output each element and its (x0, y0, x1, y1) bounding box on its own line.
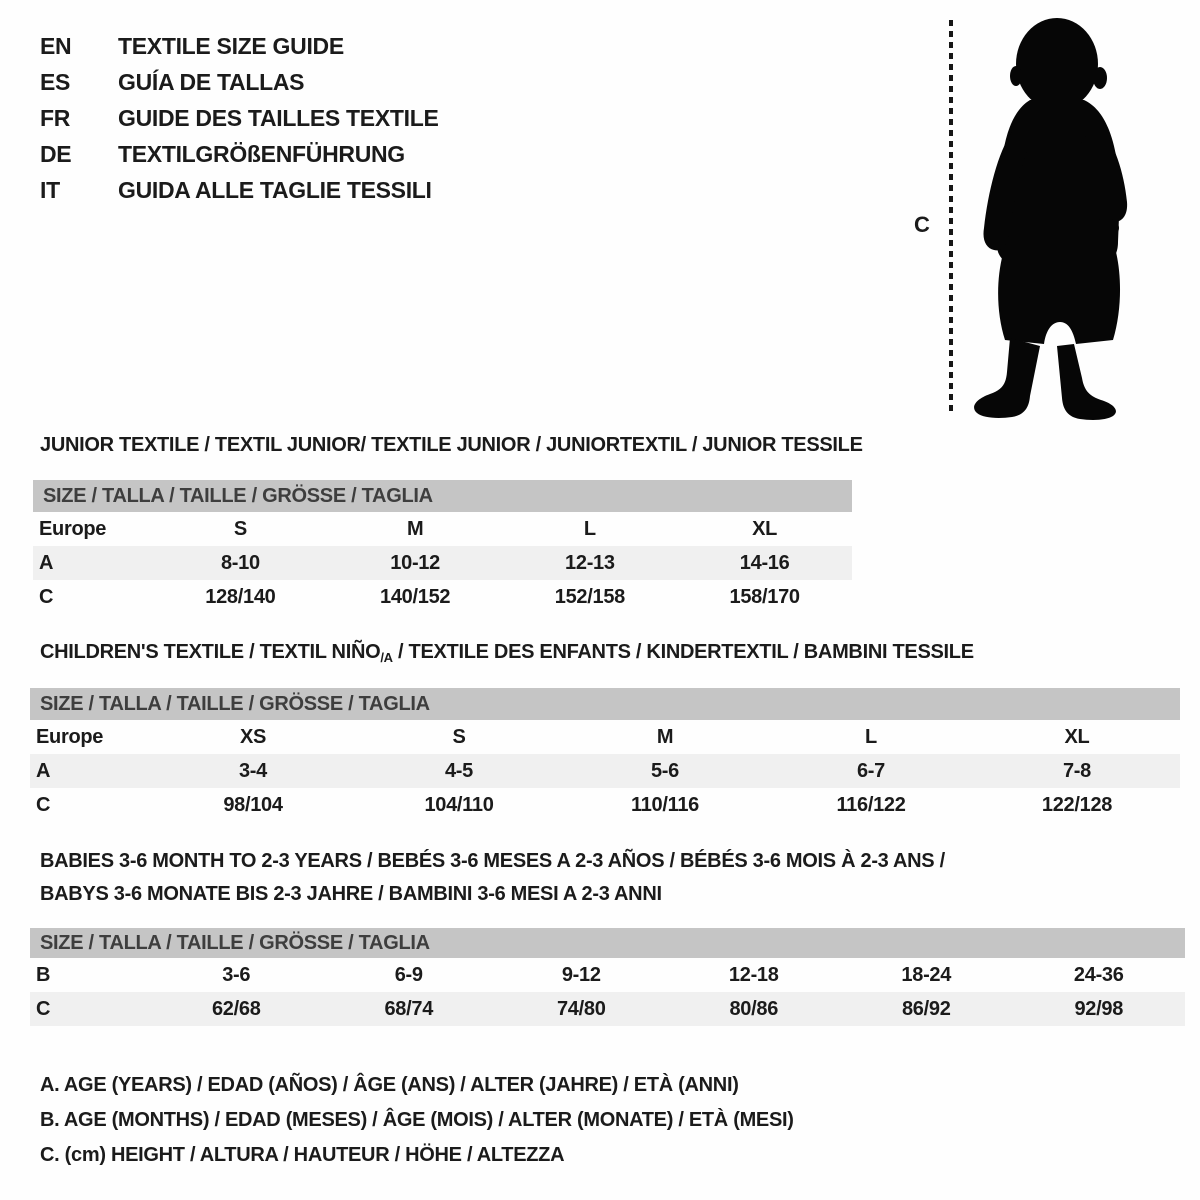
table-cell: 18-24 (901, 963, 952, 986)
table-row (30, 992, 1185, 1026)
row-label: Europe (36, 725, 104, 748)
language-code: DE (40, 140, 72, 167)
measurement-legend (40, 1068, 794, 1173)
table-cell: 3-4 (238, 759, 267, 782)
table-cell: 122/128 (1041, 793, 1113, 816)
language-code: IT (40, 176, 60, 203)
guide-title-es: GUÍA DE TALLAS (118, 68, 305, 95)
table-cell: 98/104 (223, 793, 283, 816)
toddler-silhouette-icon (960, 12, 1150, 422)
legend-height-cm: C. (cm) HEIGHT / ALTURA / HAUTEUR / HÖHE / ALTEZZA (40, 1144, 565, 1166)
table-cell: 9-12 (561, 963, 601, 986)
size-table-header: SIZE / TALLA / TAILLE / GRÖSSE / TAGLIA (30, 928, 1185, 958)
table-row (30, 754, 1180, 788)
table-cell: 14-16 (739, 551, 790, 574)
row-label: C (36, 793, 51, 816)
table-cell: S (452, 725, 466, 748)
guide-title-en: TEXTILE SIZE GUIDE (118, 32, 344, 59)
language-row-it (40, 172, 439, 208)
size-table-header: SIZE / TALLA / TAILLE / GRÖSSE / TAGLIA (30, 688, 1180, 720)
table-cell: 128/140 (205, 585, 276, 608)
table-cell: 86/92 (901, 997, 951, 1020)
children-size-table (30, 688, 1180, 822)
language-row-de (40, 136, 439, 172)
babies-table-body (30, 958, 1185, 1026)
table-cell: 80/86 (729, 997, 779, 1020)
row-label: C (36, 997, 51, 1020)
language-row-en (40, 28, 439, 64)
babies-title-line1: BABIES 3-6 MONTH TO 2-3 YEARS / BEBÉS 3-6 MESES A 2-3 AÑOS / BÉBÉS 3-6 MOIS À 2-3 ANS / (40, 850, 945, 872)
table-cell: M (656, 725, 674, 748)
table-cell: 4-5 (444, 759, 473, 782)
language-code: EN (40, 32, 72, 59)
legend-age-months: B. AGE (MONTHS) / EDAD (MESES) / ÂGE (MOIS) / ALTER (MONATE) / ETÀ (MESI) (40, 1109, 794, 1131)
table-cell: XL (1064, 725, 1090, 748)
table-row (33, 546, 852, 580)
table-cell: 152/158 (554, 585, 625, 608)
table-cell: 3-6 (222, 963, 251, 986)
row-label: A (39, 551, 54, 574)
table-cell: 140/152 (380, 585, 451, 608)
table-row (30, 958, 1185, 992)
guide-title-fr: GUIDE DES TAILLES TEXTILE (118, 104, 439, 131)
junior-size-table (33, 480, 852, 614)
guide-title-it: GUIDA ALLE TAGLIE TESSILI (118, 176, 432, 203)
height-measure-label: C (914, 212, 930, 237)
children-section-title (40, 641, 974, 665)
table-row (33, 580, 852, 614)
language-row-fr (40, 100, 439, 136)
table-cell: XS (239, 725, 267, 748)
size-table-header: SIZE / TALLA / TAILLE / GRÖSSE / TAGLIA (33, 480, 852, 512)
table-cell: 158/170 (729, 585, 800, 608)
children-table-body (30, 720, 1180, 822)
children-title-suffix: / TEXTILE DES ENFANTS / KINDERTEXTIL / BAMBINI TESSILE (392, 641, 974, 663)
row-label: A (36, 759, 51, 782)
language-code: FR (40, 104, 71, 131)
table-cell: 24-36 (1073, 963, 1124, 986)
table-cell: 92/98 (1074, 997, 1124, 1020)
table-cell: 68/74 (384, 997, 434, 1020)
table-cell: 116/122 (836, 793, 906, 816)
table-row (30, 720, 1180, 754)
babies-title-line2: BABYS 3-6 MONATE BIS 2-3 JAHRE / BAMBINI 3-6 MESI A 2-3 ANNI (40, 883, 662, 905)
table-cell: 12-18 (728, 963, 779, 986)
table-cell: XL (752, 517, 778, 540)
table-cell: S (233, 517, 247, 540)
table-cell: 8-10 (220, 551, 260, 574)
table-cell: 6-9 (394, 963, 423, 986)
table-cell: 12-13 (565, 551, 615, 574)
row-label: Europe (39, 517, 107, 540)
language-title-list (40, 28, 439, 208)
table-cell: 6-7 (856, 759, 885, 782)
babies-size-table (30, 928, 1185, 1026)
height-measure-dashed-line (949, 20, 953, 416)
table-cell: 7-8 (1062, 759, 1091, 782)
row-label: B (36, 963, 51, 986)
legend-age-years: A. AGE (YEARS) / EDAD (AÑOS) / ÂGE (ANS) / ALTER (JAHRE) / ETÀ (ANNI) (40, 1074, 739, 1096)
guide-title-de: TEXTILGRÖßENFÜHRUNG (118, 140, 405, 167)
babies-section-title (40, 845, 945, 911)
row-label: C (39, 585, 54, 608)
children-title-prefix: CHILDREN'S TEXTILE / TEXTIL NIÑO (40, 641, 381, 663)
language-code: ES (40, 68, 71, 95)
table-cell: M (406, 517, 424, 540)
table-row (33, 512, 852, 546)
table-cell: 5-6 (650, 759, 679, 782)
children-title-subscript: /A (380, 650, 393, 665)
table-cell: 110/116 (631, 793, 699, 816)
table-cell: 74/80 (556, 997, 606, 1020)
language-row-es (40, 64, 439, 100)
table-cell: L (583, 517, 596, 540)
table-cell: 10-12 (390, 551, 440, 574)
table-cell: L (865, 725, 877, 748)
table-cell: 104/110 (424, 793, 494, 816)
junior-table-body (33, 512, 852, 614)
table-cell: 62/68 (211, 997, 261, 1020)
junior-section-title: JUNIOR TEXTILE / TEXTIL JUNIOR/ TEXTILE JUNIOR / JUNIORTEXTIL / JUNIOR TESSILE (40, 434, 863, 456)
table-row (30, 788, 1180, 822)
